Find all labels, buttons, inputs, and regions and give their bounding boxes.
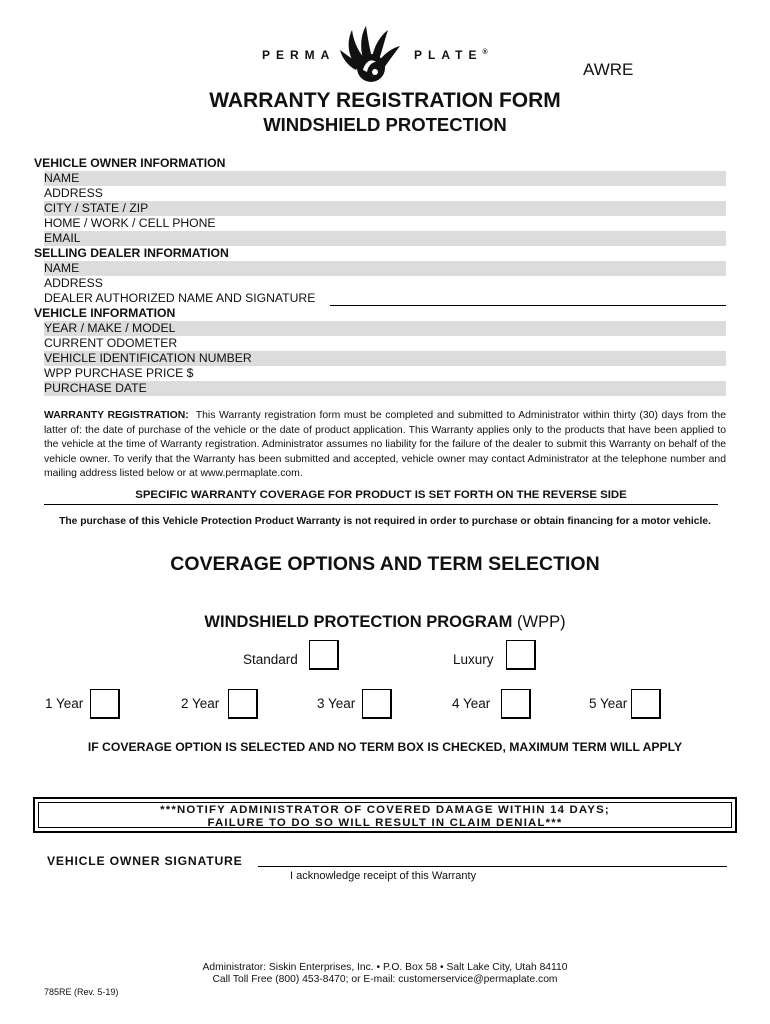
term-4-year-checkbox[interactable] bbox=[501, 689, 531, 719]
dealer-signature-field[interactable] bbox=[44, 291, 726, 306]
vehicle-ymm-field[interactable] bbox=[44, 321, 726, 336]
form-code: AWRE bbox=[583, 60, 634, 79]
max-term-note: IF COVERAGE OPTION IS SELECTED AND NO TERM BOX IS CHECKED, MAXIMUM TERM WILL APPLY bbox=[87, 740, 683, 754]
notify-text bbox=[38, 802, 732, 828]
dealer-signature-line[interactable] bbox=[330, 305, 726, 306]
term-2-year-checkbox[interactable] bbox=[228, 689, 258, 719]
program-heading: WINDSHIELD PROTECTION PROGRAM (WPP) bbox=[204, 613, 566, 631]
owner-city-state-zip-field[interactable] bbox=[44, 201, 726, 216]
vehicle-purchase-date-field[interactable] bbox=[44, 381, 726, 396]
field-label: ADDRESS bbox=[44, 276, 103, 290]
term-5-year-label: 5 Year bbox=[589, 696, 628, 711]
owner-signature-line[interactable] bbox=[258, 866, 727, 867]
term-3-year-checkbox[interactable] bbox=[362, 689, 392, 719]
form-title: WARRANTY REGISTRATION FORM bbox=[209, 89, 561, 112]
field-label: YEAR / MAKE / MODEL bbox=[44, 321, 176, 335]
vehicle-section-heading: VEHICLE INFORMATION bbox=[34, 306, 176, 320]
vehicle-price-field[interactable] bbox=[44, 366, 726, 381]
registration-paragraph bbox=[44, 409, 726, 482]
notify-box bbox=[33, 797, 737, 833]
purchase-note: The purchase of this Vehicle Protection Product Warranty is not required in order to purchase or obtain financing for a motor vehicle. bbox=[59, 516, 711, 527]
field-label: ADDRESS bbox=[44, 186, 103, 200]
term-1-year-label: 1 Year bbox=[45, 696, 84, 711]
registration-text: This Warranty registration form must be completed and submitted to Administrator within thirty (30) days from the latter of: the date of purchase of the vehicle or the date of product application. This Warranty applies only to the products that have been applied to the vehicle at the time of Warranty registration. Administrator assumes no liability for the failure of the dealer to submit this Warranty on behalf of the vehicle owner. To verify that the Warranty has been submitted and accepted, vehicle owner may contact Administrator at the telephone number and mailing address listed below or at www.permaplate.com. bbox=[44, 410, 726, 480]
option-standard-checkbox[interactable] bbox=[309, 640, 339, 670]
term-3-year-label: 3 Year bbox=[317, 696, 356, 711]
coverage-heading: COVERAGE OPTIONS AND TERM SELECTION bbox=[170, 553, 600, 575]
perma-plate-logo-icon bbox=[338, 24, 404, 86]
field-label: CURRENT ODOMETER bbox=[44, 336, 178, 350]
specific-coverage-note: SPECIFIC WARRANTY COVERAGE FOR PRODUCT IS SET FORTH ON THE REVERSE SIDE bbox=[44, 489, 718, 505]
owner-address-field[interactable] bbox=[44, 186, 726, 201]
administrator-contact: Call Toll Free (800) 453-8470; or E-mail: customerservice@permaplate.com bbox=[212, 974, 558, 985]
owner-phone-field[interactable] bbox=[44, 216, 726, 231]
field-label: PURCHASE DATE bbox=[44, 381, 147, 395]
owner-email-field[interactable] bbox=[44, 231, 726, 246]
field-label: VEHICLE IDENTIFICATION NUMBER bbox=[44, 351, 252, 365]
vehicle-odometer-field[interactable] bbox=[44, 336, 726, 351]
owner-section-heading: VEHICLE OWNER INFORMATION bbox=[34, 156, 226, 170]
field-label: CITY / STATE / ZIP bbox=[44, 201, 149, 215]
option-luxury-checkbox[interactable] bbox=[506, 640, 536, 670]
form-subtitle: WINDSHIELD PROTECTION bbox=[263, 114, 507, 135]
administrator-address: Administrator: Siskin Enterprises, Inc. • P.O. Box 58 • Salt Lake City, Utah 84110 bbox=[202, 962, 568, 973]
term-2-year-label: 2 Year bbox=[181, 696, 220, 711]
option-standard-label: Standard bbox=[243, 652, 298, 667]
form-revision: 785RE (Rev. 5-19) bbox=[44, 987, 119, 997]
dealer-name-field[interactable] bbox=[44, 261, 726, 276]
option-luxury-label: Luxury bbox=[453, 652, 494, 667]
vehicle-vin-field[interactable] bbox=[44, 351, 726, 366]
term-4-year-label: 4 Year bbox=[452, 696, 491, 711]
acknowledge-text: I acknowledge receipt of this Warranty bbox=[290, 870, 477, 882]
owner-name-field[interactable] bbox=[44, 171, 726, 186]
owner-signature-label: VEHICLE OWNER SIGNATURE bbox=[47, 854, 243, 868]
field-label: WPP PURCHASE PRICE $ bbox=[44, 366, 194, 380]
dealer-address-field[interactable] bbox=[44, 276, 726, 291]
field-label: HOME / WORK / CELL PHONE bbox=[44, 216, 216, 230]
notify-line-2: FAILURE TO DO SO WILL RESULT IN CLAIM DENIAL*** bbox=[207, 816, 563, 829]
registration-label: WARRANTY REGISTRATION: bbox=[44, 410, 189, 421]
notify-line-1: ***NOTIFY ADMINISTRATOR OF COVERED DAMAGE WITHIN 14 DAYS; bbox=[160, 804, 610, 816]
term-5-year-checkbox[interactable] bbox=[631, 689, 661, 719]
field-label: EMAIL bbox=[44, 231, 81, 245]
field-label: NAME bbox=[44, 261, 80, 275]
dealer-section-heading: SELLING DEALER INFORMATION bbox=[34, 246, 229, 260]
logo-text-right: PLATE® bbox=[414, 48, 488, 62]
term-1-year-checkbox[interactable] bbox=[90, 689, 120, 719]
field-label: NAME bbox=[44, 171, 80, 185]
logo-text-left: PERMA bbox=[262, 48, 336, 62]
field-label: DEALER AUTHORIZED NAME AND SIGNATURE bbox=[44, 291, 316, 305]
